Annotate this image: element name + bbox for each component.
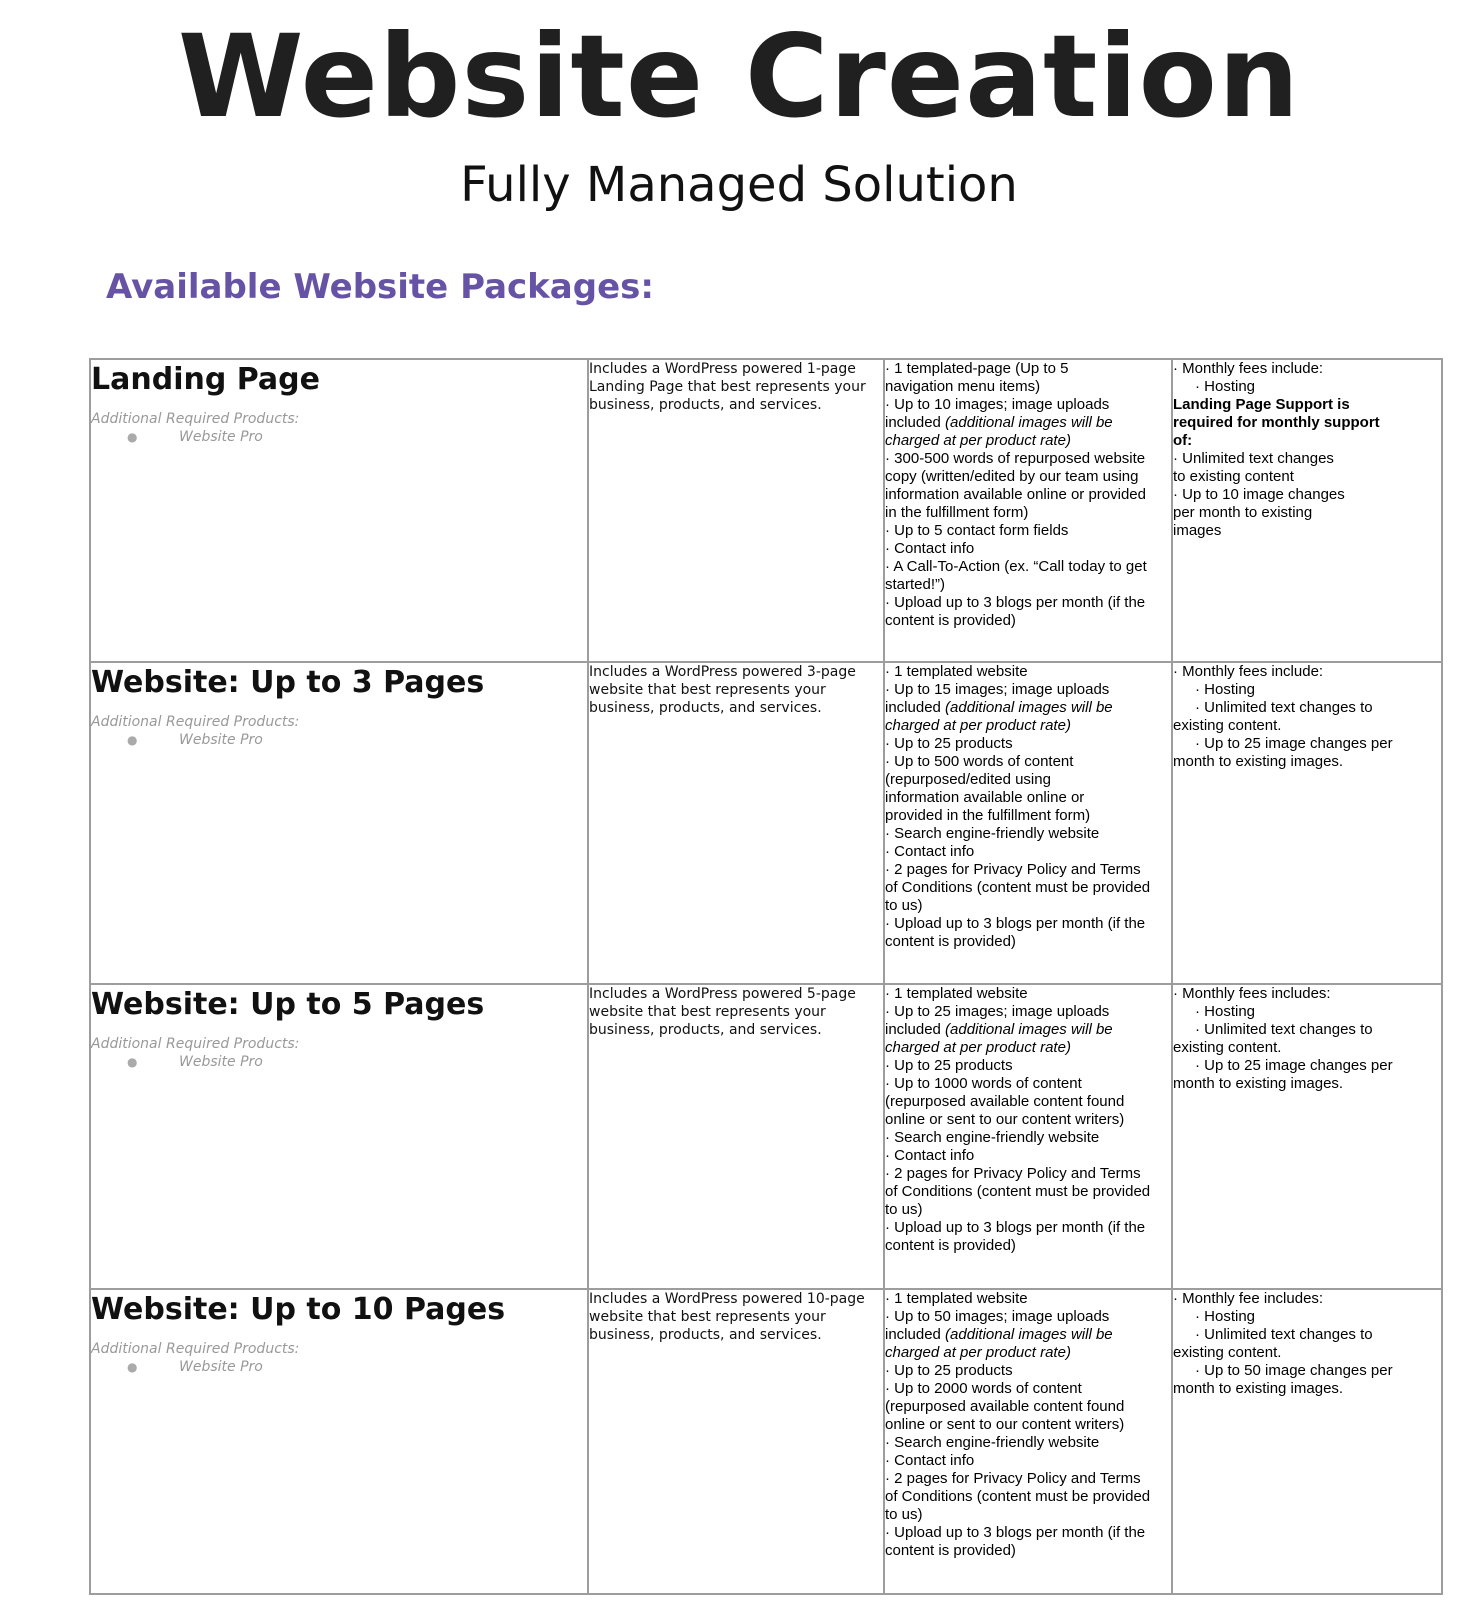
package-features-cell [884,359,1172,662]
feature-line: · 1 templated website [885,663,1028,680]
support-note: required for monthly support [1173,414,1380,431]
package-fees-cell [1172,662,1442,984]
required-products-label: Additional Required Products: [91,411,300,427]
fee-line: existing content. [1173,717,1282,734]
fee-line: images [1173,522,1222,539]
package-description-cell [588,662,884,984]
feature-note-line: charged at per product rate) [885,432,1071,449]
package-fees-cell [1172,359,1442,662]
package-features-cell [884,984,1172,1289]
feature-line: · Contact info [885,843,975,860]
support-note: Landing Page Support is [1173,396,1350,413]
required-products-label: Additional Required Products: [91,1341,300,1357]
feature-line: · 2 pages for Privacy Policy and Terms [885,1165,1141,1182]
fees-heading: · Monthly fee includes: [1173,1290,1324,1307]
fee-line: · Up to 25 image changes per [1195,1057,1393,1074]
fee-line: · Up to 25 image changes per [1195,735,1393,752]
feature-line: of Conditions (content must be provided [885,1488,1151,1505]
package-description-cell [588,359,884,662]
feature-line: content is provided) [885,1237,1016,1254]
feature-line: navigation menu items) [885,378,1041,395]
fee-line: · Unlimited text changes to [1195,1326,1373,1343]
package-description: Includes a WordPress powered 3-page website that best represents your business, products, and services. [589,664,856,716]
feature-note: (additional images will be [945,1326,1113,1343]
bullet-icon: ● [127,733,138,747]
required-products-label: Additional Required Products: [91,714,300,730]
feature-note-line: charged at per product rate) [885,717,1071,734]
feature-line: (repurposed/edited using [885,771,1051,788]
package-name: Landing Page [91,362,320,397]
feature-line: · 2 pages for Privacy Policy and Terms [885,861,1141,878]
required-product-name: Website Pro [179,1359,263,1375]
fee-line: per month to existing [1173,504,1313,521]
package-description: Includes a WordPress powered 1-page Landing Page that best represents your business, products, and services. [589,361,866,413]
feature-note: (additional images will be [945,414,1113,431]
fee-line: month to existing images. [1173,1075,1344,1092]
feature-line: · Up to 1000 words of content [885,1075,1082,1092]
feature-line [885,414,1171,432]
feature-line: · Up to 25 products [885,735,1013,752]
package-description-cell [588,1289,884,1594]
feature-text: included [885,414,946,431]
feature-line: · 300-500 words of repurposed website [885,450,1146,467]
package-fees [1173,1290,1441,1398]
fee-line: existing content. [1173,1039,1282,1056]
required-product-name: Website Pro [179,1054,263,1070]
package-fees [1173,663,1441,771]
support-note: of: [1173,432,1193,449]
feature-line: · Up to 25 products [885,1362,1013,1379]
section-heading: Available Website Packages: [106,267,654,307]
feature-note: (additional images will be [945,699,1113,716]
feature-line: to us) [885,1506,923,1523]
feature-line: (repurposed available content found [885,1398,1125,1415]
page-title: Website Creation [177,10,1301,143]
fee-line: · Hosting [1195,1308,1256,1325]
feature-line [885,1326,1171,1344]
feature-line [885,1021,1171,1039]
fees-heading: · Monthly fees include: [1173,663,1324,680]
bullet-icon: ● [127,430,138,444]
table-row [90,359,1442,662]
feature-line: · Up to 15 images; image uploads [885,681,1110,698]
package-features [885,360,1171,630]
feature-line: · Search engine-friendly website [885,825,1100,842]
feature-text: included [885,1326,946,1343]
package-name-cell [90,662,588,984]
fee-line: month to existing images. [1173,1380,1344,1397]
feature-line: · Search engine-friendly website [885,1434,1100,1451]
feature-text: included [885,1021,946,1038]
feature-line: · Upload up to 3 blogs per month (if the [885,1524,1146,1541]
feature-line: · Upload up to 3 blogs per month (if the [885,594,1146,611]
feature-line: · 1 templated website [885,1290,1028,1307]
feature-line: · Up to 2000 words of content [885,1380,1082,1397]
fees-heading: · Monthly fees includes: [1173,985,1331,1002]
feature-line: of Conditions (content must be provided [885,1183,1151,1200]
feature-line: to us) [885,1201,923,1218]
package-fees-cell [1172,984,1442,1289]
feature-line: copy (written/edited by our team using [885,468,1139,485]
fee-line: · Hosting [1195,378,1256,395]
feature-line: · Up to 25 products [885,1057,1013,1074]
feature-text: included [885,699,946,716]
feature-line: · 2 pages for Privacy Policy and Terms [885,1470,1141,1487]
feature-line: · Upload up to 3 blogs per month (if the [885,1219,1146,1236]
fee-line: · Unlimited text changes to [1195,1021,1373,1038]
feature-line: online or sent to our content writers) [885,1416,1125,1433]
package-description: Includes a WordPress powered 5-page website that best represents your business, products, and services. [589,986,856,1038]
fee-line: to existing content [1173,468,1294,485]
bullet-icon: ● [127,1055,138,1069]
packages-table [89,358,1443,1595]
feature-line: · 1 templated website [885,985,1028,1002]
package-name: Website: Up to 5 Pages [91,987,485,1022]
bullet-icon: ● [127,1360,138,1374]
package-fees [1173,360,1441,540]
fee-line: · Up to 10 image changes [1173,486,1345,503]
required-product-item [91,731,587,749]
feature-line: online or sent to our content writers) [885,1111,1125,1128]
package-name-cell [90,984,588,1289]
package-name-cell [90,359,588,662]
package-features-cell [884,1289,1172,1594]
required-product-item [91,1358,587,1376]
feature-note-line: charged at per product rate) [885,1039,1071,1056]
feature-line: of Conditions (content must be provided [885,879,1151,896]
feature-line: in the fulfillment form) [885,504,1029,521]
table-row [90,1289,1442,1594]
required-product-item [91,1053,587,1071]
package-features [885,1290,1171,1560]
feature-line: started!”) [885,576,946,593]
fee-line: · Up to 50 image changes per [1195,1362,1393,1379]
fee-line: · Unlimited text changes to [1195,699,1373,716]
feature-line: · Search engine-friendly website [885,1129,1100,1146]
package-name: Website: Up to 10 Pages [91,1292,506,1327]
feature-line: content is provided) [885,1542,1016,1559]
feature-line: · Up to 10 images; image uploads [885,396,1110,413]
feature-line: · Contact info [885,1147,975,1164]
feature-line [885,699,1171,717]
package-fees-cell [1172,1289,1442,1594]
feature-line: information available online or [885,789,1085,806]
table-row [90,984,1442,1289]
page-subtitle: Fully Managed Solution [460,157,1018,213]
fee-line: · Hosting [1195,681,1256,698]
fee-line: month to existing images. [1173,753,1344,770]
feature-line: · Upload up to 3 blogs per month (if the [885,915,1146,932]
package-name-cell [90,1289,588,1594]
feature-line: information available online or provided [885,486,1146,503]
package-features [885,985,1171,1255]
required-products-label: Additional Required Products: [91,1036,300,1052]
fee-line: · Hosting [1195,1003,1256,1020]
feature-line: · Up to 25 images; image uploads [885,1003,1110,1020]
feature-line: content is provided) [885,933,1016,950]
package-description: Includes a WordPress powered 10-page website that best represents your business, products, and services. [589,1291,865,1343]
table-row [90,662,1442,984]
required-product-name: Website Pro [179,732,263,748]
required-product-name: Website Pro [179,429,263,445]
fees-heading: · Monthly fees include: [1173,360,1324,377]
feature-line: · Contact info [885,540,975,557]
package-fees [1173,985,1441,1093]
feature-line: · Up to 5 contact form fields [885,522,1069,539]
feature-line: to us) [885,897,923,914]
feature-line: (repurposed available content found [885,1093,1125,1110]
feature-line: · Contact info [885,1452,975,1469]
feature-line: provided in the fulfillment form) [885,807,1091,824]
fee-line: · Unlimited text changes [1173,450,1334,467]
package-features [885,663,1171,951]
package-description-cell [588,984,884,1289]
required-product-item [91,428,587,446]
feature-line: · Up to 500 words of content [885,753,1074,770]
feature-line: · Up to 50 images; image uploads [885,1308,1110,1325]
fee-line: existing content. [1173,1344,1282,1361]
feature-line: content is provided) [885,612,1016,629]
package-features-cell [884,662,1172,984]
package-name: Website: Up to 3 Pages [91,665,485,700]
feature-line: · 1 templated-page (Up to 5 [885,360,1069,377]
feature-note: (additional images will be [945,1021,1113,1038]
feature-note-line: charged at per product rate) [885,1344,1071,1361]
feature-line: · A Call-To-Action (ex. “Call today to get [885,558,1147,575]
